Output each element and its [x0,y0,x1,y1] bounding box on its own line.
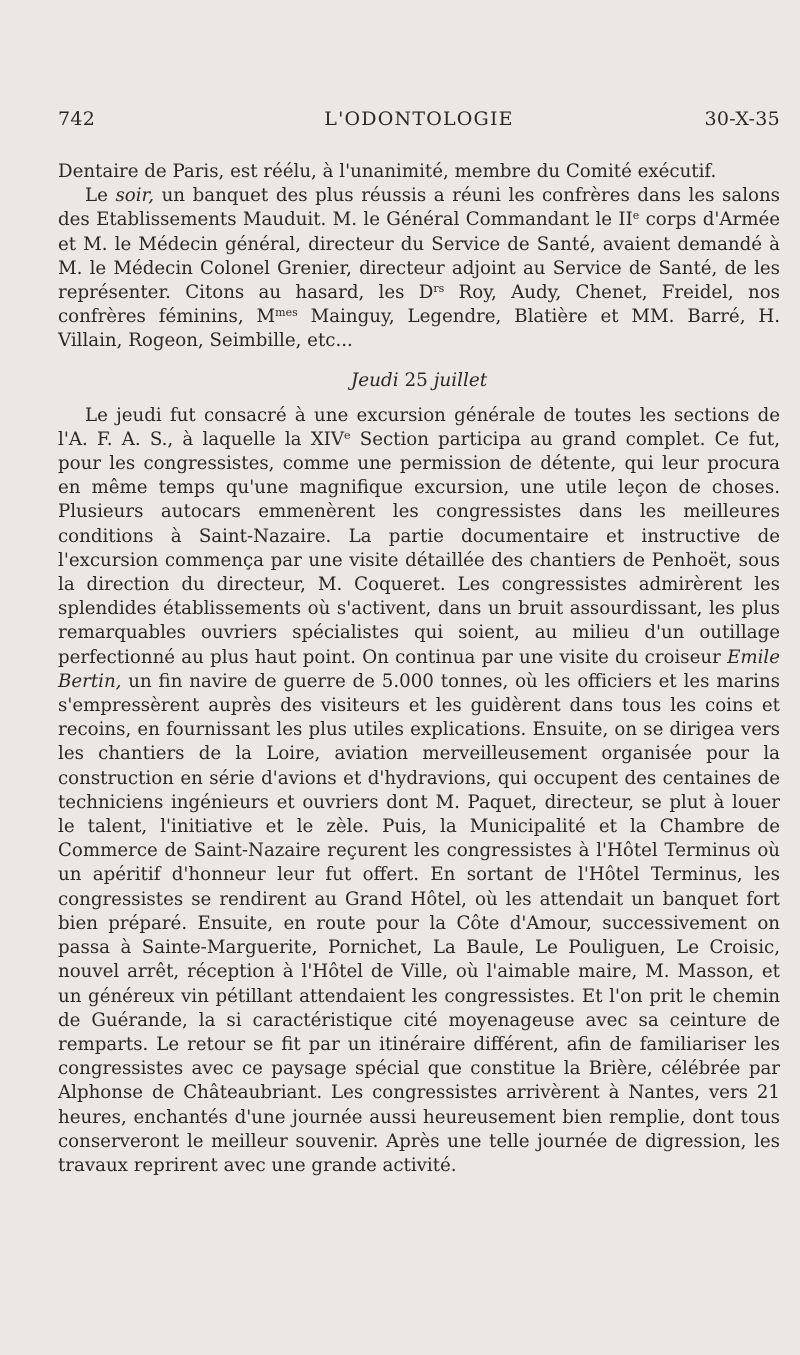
text-run: un fin navire de guerre de 5.000 tonnes, où les officiers et les marins s'empressèrent auprès des visiteurs et les guidèrent dans tous les coins et recoins, en fournissant les plus utiles explications. Ensuite, on se dirigea vers les chantiers de la Loire, aviation merveilleusement organisée pour la construction en série d'avions et d'hydravions, qui occupent des centaines de techniciens ingénieurs et ouvriers dont M. Paquet, directeur, se plut à louer le talent, l'initiative et le zèle. Puis, la Municipalité et la Chambre de Commerce de Saint-Nazaire reçurent les congressistes à l'Hôtel Terminus où un apéritif d'honneur leur fut offert. En sortant de l'Hôtel Terminus, les congressistes se rendirent au Grand Hôtel, où les attendait un banquet fort bien préparé. Ensuite, en route pour la Côte d'Amour, successivement on passa à Sainte-Marguerite, Pornichet, La Baule, Le Pouliguen, Le Croisic, nouvel arrêt, réception à l'Hôtel de Ville, où l'aimable maire, M. Masson, et un généreux vin pétillant attendaient les congressistes. Et l'on prit le chemin de Guérande, la si caractéristique cité moyenageuse avec sa ceinture de remparts. Le retour se fit par un itinéraire différent, afin de familiariser les congressistes avec ce paysage spécial que constitue la Brière, célébrée par Alphonse de Châteaubriant. Les congressistes arrivèrent à Nantes, vers 21 heures, enchantés d'une journée aussi heureusement bien remplie, dont tous conserveront le meilleur souvenir. Après une telle journée de digression, les travaux reprirent avec une grande activité. [58,670,780,1176]
superscript: e [632,209,640,223]
heading-month: juillet [433,369,488,391]
text-run: Mainguy, Legendre, Blatière et MM. Barré, H. Villain, Rogeon, Seimbille, etc... [58,306,780,352]
paragraph-sentence: Dentaire de Paris, est réélu, à l'unanimité, membre du Comité exécutif. [58,161,717,182]
superscript: rs [433,282,445,296]
heading-date-number: 25 [398,369,434,391]
issue-date: 30-X-35 [704,108,780,130]
running-header [58,108,780,148]
paragraph-excursion [58,404,780,1179]
ship-name: Emile Bertin, [58,646,780,692]
text-run: Le jeudi fut consacré à une excursion générale de toutes les sections de l'A. F. A. S., à laquelle la XIV [58,404,780,450]
page-number: 742 [58,108,96,130]
text-run: corps d'Armée et M. le Médecin général, directeur du Service de Santé, avaient demandé à M. le Médecin Colonel Grenier, directeur adjoint au Service de Santé, de les représenter. Citons au hasard, les D [58,209,780,304]
superscript: mes [275,306,298,320]
paragraph-banquet [58,184,780,353]
section-heading [58,368,780,394]
text-run: Le [85,185,116,207]
running-title: L'ODONTOLOGIE [324,108,514,130]
superscript: e [344,428,351,442]
italic-run: soir, [115,185,155,207]
text-run: Roy, Audy, Chenet, Freidel, nos confrères féminins, M [58,282,780,328]
body-text [58,160,780,1178]
text-run: un banquet des plus réussis a réuni les confrères dans les salons des Etablissements Mauduit. M. le Général Commandant le II [58,185,781,231]
text-run: Section participa au grand complet. Ce fut, pour les congressistes, comme une permission de détente, qui leur procura en même temps qu'une magnifique excursion, une utile leçon de choses. Plusieurs autocars emmenèrent les congressistes dans les meilleures conditions à Saint-Nazaire. La partie documentaire et instructive de l'excursion commença par une visite détaillée des chantiers de Penhoët, sous la direction du directeur, M. Coqueret. Les congressistes admirèrent les splendides établissements où s'activent, dans un bruit assourdissant, les plus remarquables ouvriers spécialistes qui soient, au milieu d'un outillage perfectionné au plus haut point. On continua par une visite du croiseur [58,428,780,668]
paragraph-continuation [58,160,780,184]
heading-day: Jeudi [350,369,399,391]
document-page [58,108,780,1178]
